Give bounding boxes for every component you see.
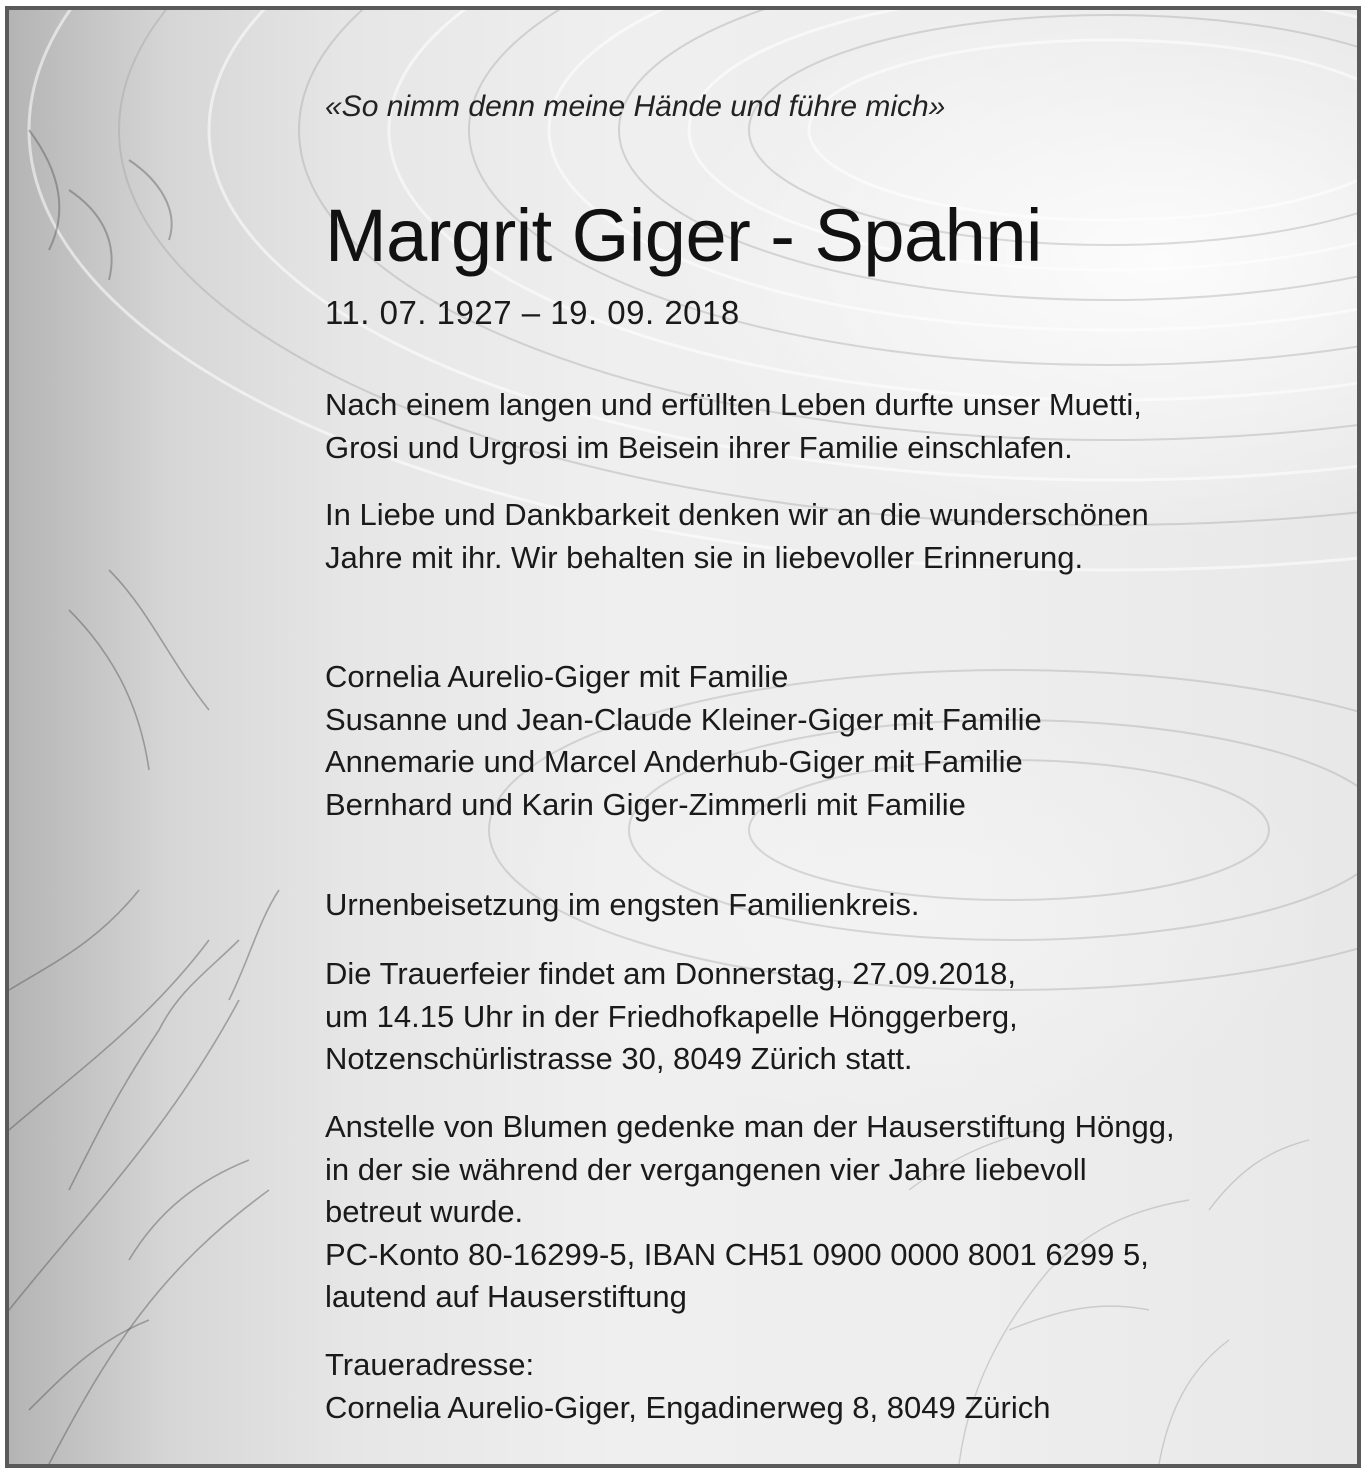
address-label: Traueradresse: <box>325 1347 535 1382</box>
life-dates: 11. 07. 1927 – 19. 09. 2018 <box>325 294 740 331</box>
mourners-list <box>325 656 1042 826</box>
paragraph-gratitude <box>325 494 1149 579</box>
text-line: PC-Konto 80-16299-5, IBAN CH51 0900 0000 8001 6299 5, <box>325 1236 1149 1272</box>
mourner-item: Annemarie und Marcel Anderhub-Giger mit Familie <box>325 744 1023 779</box>
burial-note <box>325 884 919 927</box>
mourner-item: Susanne und Jean-Claude Kleiner-Giger mit Familie <box>325 701 1042 737</box>
deceased-name: Margrit Giger - Spahni <box>325 194 1042 277</box>
address-text: Cornelia Aurelio-Giger, Engadinerweg 8, 8049 Zürich <box>325 1389 1051 1425</box>
donation-details <box>325 1106 1175 1319</box>
text-line: Grosi und Urgrosi im Beisein ihrer Familie einschlafen. <box>325 429 1073 465</box>
ceremony-details <box>325 953 1018 1081</box>
mourning-address <box>325 1344 1050 1429</box>
text-line: Nach einem langen und erfüllten Leben durfte unser Muetti, <box>325 387 1142 422</box>
text-line: In Liebe und Dankbarkeit denken wir an die wunderschönen <box>325 497 1149 532</box>
obituary-card <box>5 6 1361 1468</box>
text-line: Die Trauerfeier findet am Donnerstag, 27.09.2018, <box>325 956 1017 991</box>
mourner-item: Bernhard und Karin Giger-Zimmerli mit Familie <box>325 786 966 822</box>
text-line: Jahre mit ihr. Wir behalten sie in liebevoller Erinnerung. <box>325 539 1084 575</box>
text-line: Anstelle von Blumen gedenke man der Hauserstiftung Höngg, <box>325 1109 1175 1144</box>
paragraph-farewell <box>325 384 1142 469</box>
text-line: in der sie während der vergangenen vier Jahre liebevoll <box>325 1151 1087 1187</box>
text-line: Urnenbeisetzung im engsten Familienkreis. <box>325 887 920 922</box>
motto-quote: «So nimm denn meine Hände und führe mich» <box>325 90 946 123</box>
text-line: Notzenschürlistrasse 30, 8049 Zürich statt. <box>325 1041 913 1076</box>
text-line: um 14.15 Uhr in der Friedhofkapelle Hönggerberg, <box>325 998 1018 1034</box>
mourner-item: Cornelia Aurelio-Giger mit Familie <box>325 659 789 694</box>
text-line: betreut wurde. <box>325 1194 524 1229</box>
text-line: lautend auf Hauserstiftung <box>325 1279 687 1314</box>
